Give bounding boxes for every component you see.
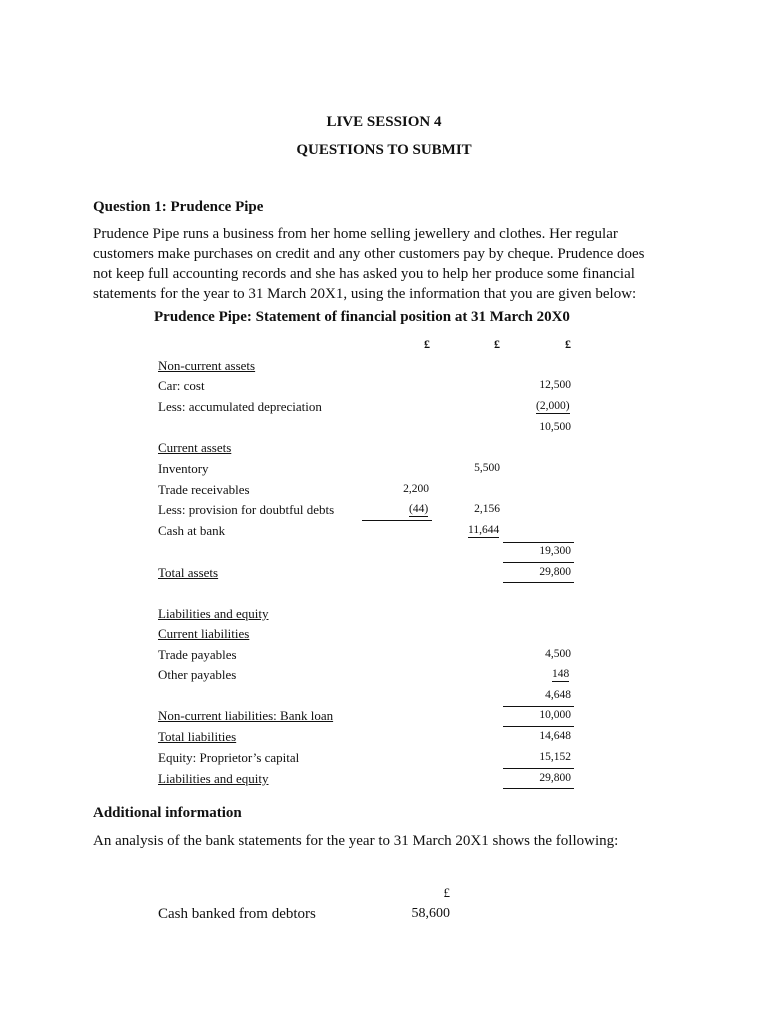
row-label: Non-current liabilities: Bank loan: [158, 708, 334, 723]
paragraph-line: customers make purchases on credit and any other customers pay by cheque. Prudence does: [93, 246, 645, 262]
subtotal-rule: [503, 542, 574, 543]
total-rule: [503, 582, 574, 583]
section-heading: Current liabilities: [158, 626, 250, 641]
row-value: 19,300: [539, 545, 571, 557]
total-rule: [503, 788, 574, 789]
subtotal-rule: [503, 768, 574, 769]
row-label: Liabilities and equity: [158, 771, 269, 786]
row-value: 2,200: [403, 483, 429, 495]
row-label: Other payables: [158, 667, 237, 682]
row-label: Less: accumulated depreciation: [158, 399, 322, 414]
paragraph-line: statements for the year to 31 March 20X1, using the information that you are given below:: [93, 286, 637, 302]
row-label: Total liabilities: [158, 729, 237, 744]
row-value: 2,156: [474, 503, 500, 515]
currency-header-col3: £: [565, 337, 571, 351]
row-label: Less: provision for doubtful debts: [158, 502, 335, 517]
section-heading: Non-current assets: [158, 358, 256, 373]
subtotal-rule: [503, 726, 574, 727]
row-label: Trade receivables: [158, 482, 250, 497]
row-value: 11,644: [468, 524, 500, 536]
additional-heading: Additional information: [93, 805, 242, 821]
row-value: 58,600: [411, 906, 450, 921]
section-heading: Liabilities and equity: [158, 606, 269, 621]
row-value: 4,500: [545, 648, 571, 660]
document-title: LIVE SESSION 4: [326, 114, 442, 130]
row-value: 4,648: [545, 689, 571, 701]
paragraph-line: not keep full accounting records and she has asked you to help her produce some financial: [93, 266, 635, 282]
currency-header: £: [443, 885, 450, 900]
currency-header-col2: £: [494, 337, 500, 351]
row-value: 29,800: [539, 772, 571, 784]
row-value: 12,500: [539, 379, 571, 391]
subtotal-rule: [362, 520, 432, 521]
paragraph-line: Prudence Pipe runs a business from her home selling jewellery and clothes. Her regular: [93, 226, 618, 242]
row-value: 15,152: [539, 751, 571, 763]
row-label: Car: cost: [158, 378, 205, 393]
currency-header-col1: £: [424, 337, 430, 351]
row-value: 10,000: [539, 709, 571, 721]
additional-intro: An analysis of the bank statements for the year to 31 March 20X1 shows the following:: [93, 833, 619, 849]
row-label: Cash banked from debtors: [158, 906, 316, 922]
row-label: Equity: Proprietor’s capital: [158, 750, 300, 765]
row-value: 29,800: [539, 566, 571, 578]
row-label: Total assets: [158, 565, 219, 580]
row-value: 148: [552, 668, 570, 680]
document-subtitle: QUESTIONS TO SUBMIT: [296, 142, 472, 158]
row-value: (44): [409, 503, 429, 515]
row-value: 14,648: [539, 730, 571, 742]
sofp-title: Prudence Pipe: Statement of financial position at 31 March 20X0: [154, 309, 570, 325]
row-value: (2,000): [536, 400, 570, 412]
row-value: 10,500: [539, 421, 571, 433]
row-label: Inventory: [158, 461, 209, 476]
subtotal-rule: [503, 562, 574, 563]
row-value: 5,500: [474, 462, 500, 474]
section-heading: Current assets: [158, 440, 232, 455]
question-heading: Question 1: Prudence Pipe: [93, 199, 264, 215]
subtotal-rule: [503, 706, 574, 707]
row-label: Cash at bank: [158, 523, 226, 538]
row-label: Trade payables: [158, 647, 237, 662]
